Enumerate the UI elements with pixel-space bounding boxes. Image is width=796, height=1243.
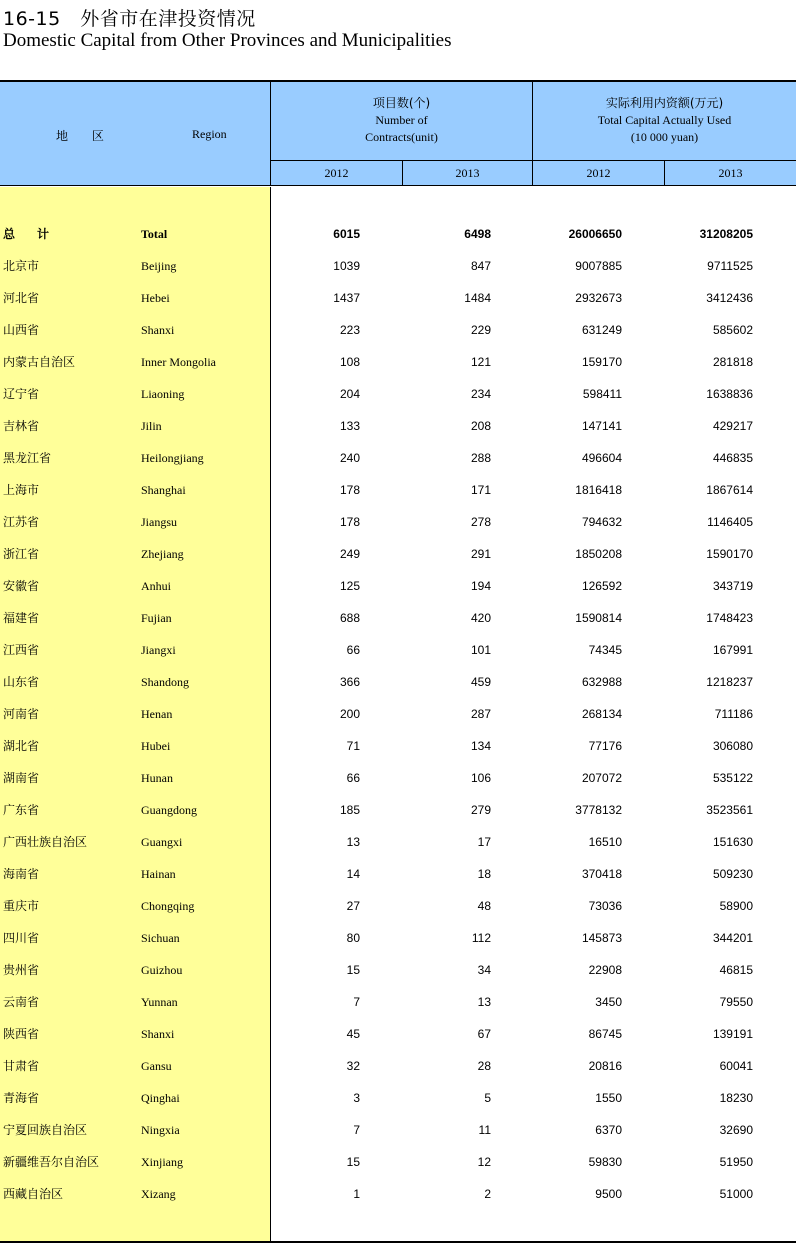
region-name-chinese: 海南省	[3, 867, 40, 881]
table-row	[0, 314, 796, 346]
contracts-2013: 34	[477, 963, 491, 977]
contracts-2012: 108	[339, 355, 360, 369]
capital-2013: 1218237	[706, 675, 753, 689]
header-region-chinese: 地 区	[56, 129, 114, 143]
region-name-english: Anhui	[141, 579, 171, 593]
table-row	[0, 506, 796, 538]
capital-2012: 26006650	[568, 227, 622, 241]
region-name-chinese: 青海省	[3, 1091, 40, 1105]
table-title-chinese: 16-15 外省市在津投资情况	[3, 8, 256, 30]
region-name-chinese: 吉林省	[3, 419, 40, 433]
region-name-chinese: 福建省	[3, 611, 40, 625]
table-row	[0, 858, 796, 890]
region-name-english: Yunnan	[141, 995, 178, 1009]
capital-2012: 2932673	[575, 291, 622, 305]
region-name-chinese: 辽宁省	[3, 387, 40, 401]
capital-2012: 9007885	[575, 259, 622, 273]
header-region-english: Region	[192, 127, 227, 141]
table-row	[0, 602, 796, 634]
region-name-chinese: 山东省	[3, 675, 40, 689]
contracts-2013: 420	[470, 611, 491, 625]
capital-2012: 631249	[581, 323, 622, 337]
region-name-chinese: 四川省	[3, 931, 40, 945]
contracts-2012: 66	[346, 771, 360, 785]
header-year-contracts-2012: 2012	[324, 166, 349, 180]
region-name-chinese: 江西省	[3, 643, 40, 657]
header-contracts-english-line1: Number of	[375, 113, 428, 127]
region-name-chinese: 内蒙古自治区	[3, 355, 76, 369]
region-name-english: Liaoning	[141, 387, 185, 401]
contracts-2012: 133	[339, 419, 360, 433]
table-row	[0, 410, 796, 442]
region-name-chinese: 湖南省	[3, 771, 40, 785]
contracts-2012: 45	[346, 1027, 360, 1041]
region-name-chinese: 甘肃省	[3, 1059, 40, 1073]
contracts-2012: 223	[339, 323, 360, 337]
region-name-chinese: 云南省	[3, 995, 40, 1009]
contracts-2012: 240	[339, 451, 360, 465]
header-capital-english-line2: (10 000 yuan)	[630, 130, 699, 144]
table-row	[0, 730, 796, 762]
capital-2012: 1850208	[575, 547, 622, 561]
capital-2013: 79550	[719, 995, 753, 1009]
header-year-capital-2013: 2013	[718, 166, 743, 180]
capital-2013: 509230	[712, 867, 753, 881]
contracts-2013: 28	[477, 1059, 491, 1073]
capital-2013: 51000	[719, 1187, 753, 1201]
contracts-2012: 1437	[333, 291, 360, 305]
region-name-chinese: 山西省	[3, 323, 40, 337]
header-contracts	[271, 95, 532, 146]
contracts-2013: 106	[470, 771, 491, 785]
table-row	[0, 634, 796, 666]
capital-2012: 73036	[588, 899, 622, 913]
region-name-english: Shanxi	[141, 323, 175, 337]
capital-2012: 207072	[581, 771, 622, 785]
header-year-capital-2012: 2012	[586, 166, 611, 180]
contracts-2013: 287	[470, 707, 491, 721]
table-row	[0, 474, 796, 506]
region-name-chinese: 黑龙江省	[3, 451, 52, 465]
table-header	[0, 82, 796, 186]
capital-2013: 60041	[719, 1059, 753, 1073]
region-name-chinese: 江苏省	[3, 515, 40, 529]
capital-2013: 151630	[712, 835, 753, 849]
region-name-chinese: 浙江省	[3, 547, 40, 561]
table-body	[0, 218, 796, 1210]
contracts-2012: 7	[353, 995, 360, 1009]
contracts-2013: 171	[470, 483, 491, 497]
region-name-english: Henan	[141, 707, 173, 721]
capital-2012: 6370	[595, 1123, 622, 1137]
capital-2012: 74345	[588, 643, 622, 657]
capital-2013: 1638836	[706, 387, 753, 401]
capital-2012: 145873	[581, 931, 622, 945]
capital-2013: 446835	[712, 451, 753, 465]
region-name-english: Hebei	[141, 291, 170, 305]
capital-2013: 3412436	[706, 291, 753, 305]
table-row	[0, 346, 796, 378]
header-bottom-rule	[0, 185, 796, 186]
capital-2012: 268134	[581, 707, 622, 721]
contracts-2013: 459	[470, 675, 491, 689]
capital-2012: 59830	[588, 1155, 622, 1169]
contracts-2013: 1484	[464, 291, 491, 305]
table-row	[0, 442, 796, 474]
region-name-chinese: 宁夏回族自治区	[3, 1123, 88, 1137]
contracts-2012: 7	[353, 1123, 360, 1137]
capital-2013: 281818	[712, 355, 753, 369]
region-name-english: Hainan	[141, 867, 176, 881]
contracts-2013: 12	[477, 1155, 491, 1169]
table-row	[0, 1050, 796, 1082]
region-name-english: Guangdong	[141, 803, 197, 817]
region-name-chinese: 北京市	[3, 259, 40, 273]
region-name-english: Guizhou	[141, 963, 183, 977]
region-name-chinese: 西藏自治区	[3, 1187, 64, 1201]
capital-2013: 343719	[712, 579, 753, 593]
region-name-chinese: 重庆市	[3, 899, 40, 913]
region-name-english: Ningxia	[141, 1123, 180, 1137]
capital-2013: 585602	[712, 323, 753, 337]
capital-2012: 9500	[595, 1187, 622, 1201]
capital-2013: 429217	[712, 419, 753, 433]
contracts-2013: 279	[470, 803, 491, 817]
table-row-total	[0, 218, 796, 250]
region-name-chinese: 新疆维吾尔自治区	[3, 1155, 100, 1169]
contracts-2013: 847	[470, 259, 491, 273]
region-name-english: Hubei	[141, 739, 171, 753]
region-name-english: Xizang	[141, 1187, 176, 1201]
region-name-english: Shandong	[141, 675, 189, 689]
contracts-2012: 13	[346, 835, 360, 849]
table-row	[0, 1178, 796, 1210]
region-name-english: Hunan	[141, 771, 173, 785]
capital-2012: 126592	[581, 579, 622, 593]
region-name-english: Jilin	[141, 419, 162, 433]
contracts-2013: 278	[470, 515, 491, 529]
capital-2013: 535122	[712, 771, 753, 785]
contracts-2012: 80	[346, 931, 360, 945]
capital-2013: 58900	[719, 899, 753, 913]
contracts-2012: 1039	[333, 259, 360, 273]
table-row	[0, 570, 796, 602]
table-row	[0, 250, 796, 282]
contracts-2013: 48	[477, 899, 491, 913]
header-capital-english-line1: Total Capital Actually Used	[597, 113, 732, 127]
capital-2012: 598411	[582, 387, 622, 401]
contracts-2012: 125	[339, 579, 360, 593]
capital-2013: 1867614	[706, 483, 753, 497]
region-name-english: Gansu	[141, 1059, 172, 1073]
table-row	[0, 954, 796, 986]
capital-2012: 1550	[595, 1091, 622, 1105]
contracts-2013: 194	[470, 579, 491, 593]
capital-2012: 370418	[581, 867, 622, 881]
region-name-chinese: 安徽省	[3, 579, 40, 593]
contracts-2013: 134	[470, 739, 491, 753]
capital-2012: 16510	[588, 835, 622, 849]
table-row	[0, 1146, 796, 1178]
region-name-english: Fujian	[141, 611, 172, 625]
region-name-english: Zhejiang	[141, 547, 184, 561]
capital-2012: 77176	[588, 739, 622, 753]
contracts-2012: 366	[339, 675, 360, 689]
contracts-2012: 66	[346, 643, 360, 657]
capital-2013: 1146405	[707, 515, 753, 529]
table-row	[0, 282, 796, 314]
region-name-chinese: 广西壮族自治区	[3, 835, 88, 849]
contracts-2013: 288	[470, 451, 491, 465]
table-row	[0, 826, 796, 858]
header-capital	[533, 95, 796, 146]
capital-2013: 167991	[712, 643, 753, 657]
contracts-2013: 6498	[464, 227, 491, 241]
capital-2012: 3450	[595, 995, 622, 1009]
contracts-2012: 178	[339, 515, 360, 529]
table-row	[0, 1114, 796, 1146]
contracts-2013: 112	[471, 931, 491, 945]
capital-2013: 32690	[719, 1123, 753, 1137]
capital-2013: 1590170	[706, 547, 753, 561]
region-name-chinese: 河北省	[3, 291, 40, 305]
capital-2012: 3778132	[575, 803, 622, 817]
contracts-2012: 71	[346, 739, 360, 753]
header-year-contracts-2013: 2013	[455, 166, 480, 180]
contracts-2013: 121	[470, 355, 491, 369]
region-name-english: Shanghai	[141, 483, 186, 497]
table-row	[0, 890, 796, 922]
capital-2012: 86745	[588, 1027, 622, 1041]
contracts-2013: 101	[470, 643, 491, 657]
header-contracts-chinese: 项目数(个)	[372, 96, 431, 110]
table-row	[0, 698, 796, 730]
contracts-2013: 234	[470, 387, 491, 401]
table-row	[0, 378, 796, 410]
contracts-2012: 27	[346, 899, 360, 913]
contracts-2012: 200	[339, 707, 360, 721]
capital-2013: 1748423	[706, 611, 753, 625]
region-name-english: Total	[141, 227, 168, 241]
contracts-2012: 3	[353, 1091, 360, 1105]
capital-2013: 51950	[719, 1155, 753, 1169]
contracts-2013: 208	[470, 419, 491, 433]
contracts-2012: 6015	[333, 227, 360, 241]
header-contracts-english-line2: Contracts(unit)	[365, 130, 438, 144]
region-name-english: Qinghai	[141, 1091, 180, 1105]
region-name-english: Inner Mongolia	[141, 355, 216, 369]
capital-2013: 3523561	[706, 803, 753, 817]
contracts-2012: 15	[346, 1155, 360, 1169]
region-name-english: Guangxi	[141, 835, 183, 849]
contracts-2013: 67	[477, 1027, 491, 1041]
region-name-english: Shanxi	[141, 1027, 175, 1041]
region-name-chinese: 广东省	[3, 803, 40, 817]
region-name-chinese: 贵州省	[3, 963, 40, 977]
contracts-2012: 1	[353, 1187, 360, 1201]
contracts-2013: 11	[478, 1123, 491, 1137]
contracts-2013: 13	[477, 995, 491, 1009]
contracts-2012: 178	[339, 483, 360, 497]
contracts-2012: 32	[346, 1059, 360, 1073]
region-name-chinese: 湖北省	[3, 739, 40, 753]
capital-2012: 1590814	[575, 611, 622, 625]
contracts-2013: 17	[477, 835, 491, 849]
capital-2012: 496604	[581, 451, 622, 465]
region-name-english: Jiangsu	[141, 515, 177, 529]
capital-2013: 306080	[712, 739, 753, 753]
capital-2013: 9711525	[707, 259, 753, 273]
table-row	[0, 762, 796, 794]
contracts-2013: 291	[470, 547, 491, 561]
capital-2012: 20816	[588, 1059, 622, 1073]
contracts-2012: 688	[339, 611, 360, 625]
capital-2012: 632988	[581, 675, 622, 689]
capital-2013: 139191	[712, 1027, 753, 1041]
capital-2013: 46815	[719, 963, 753, 977]
region-name-chinese: 上海市	[3, 483, 40, 497]
contracts-2013: 2	[484, 1187, 491, 1201]
region-name-english: Beijing	[141, 259, 177, 273]
region-name-chinese: 河南省	[3, 707, 40, 721]
table-row	[0, 666, 796, 698]
region-name-english: Sichuan	[141, 931, 180, 945]
region-name-english: Heilongjiang	[141, 451, 204, 465]
table-row	[0, 922, 796, 954]
contracts-2012: 15	[346, 963, 360, 977]
table-row	[0, 986, 796, 1018]
region-name-english: Xinjiang	[141, 1155, 183, 1169]
table-row	[0, 794, 796, 826]
capital-2012: 1816418	[575, 483, 622, 497]
capital-2012: 794632	[581, 515, 622, 529]
contracts-2013: 18	[477, 867, 491, 881]
capital-2012: 22908	[588, 963, 622, 977]
contracts-2013: 5	[484, 1091, 491, 1105]
capital-2013: 18230	[719, 1091, 753, 1105]
contracts-2012: 204	[339, 387, 360, 401]
contracts-2012: 249	[339, 547, 360, 561]
region-name-chinese: 陕西省	[3, 1027, 40, 1041]
region-name-english: Chongqing	[141, 899, 195, 913]
capital-2012: 159170	[581, 355, 622, 369]
table-title-english: Domestic Capital from Other Provinces and Municipalities	[3, 30, 452, 51]
capital-2013: 344201	[712, 931, 753, 945]
capital-2013: 711186	[714, 707, 753, 721]
contracts-2012: 14	[346, 867, 360, 881]
header-capital-chinese: 实际利用内资额(万元)	[605, 96, 724, 110]
capital-2013: 31208205	[699, 227, 753, 241]
contracts-2013: 229	[470, 323, 491, 337]
region-name-chinese: 总计	[3, 227, 72, 241]
contracts-2012: 185	[339, 803, 360, 817]
region-name-english: Jiangxi	[141, 643, 176, 657]
table-row	[0, 1018, 796, 1050]
table-row	[0, 1082, 796, 1114]
table-row	[0, 538, 796, 570]
capital-2012: 147141	[581, 419, 622, 433]
header-subdivider	[271, 160, 796, 161]
